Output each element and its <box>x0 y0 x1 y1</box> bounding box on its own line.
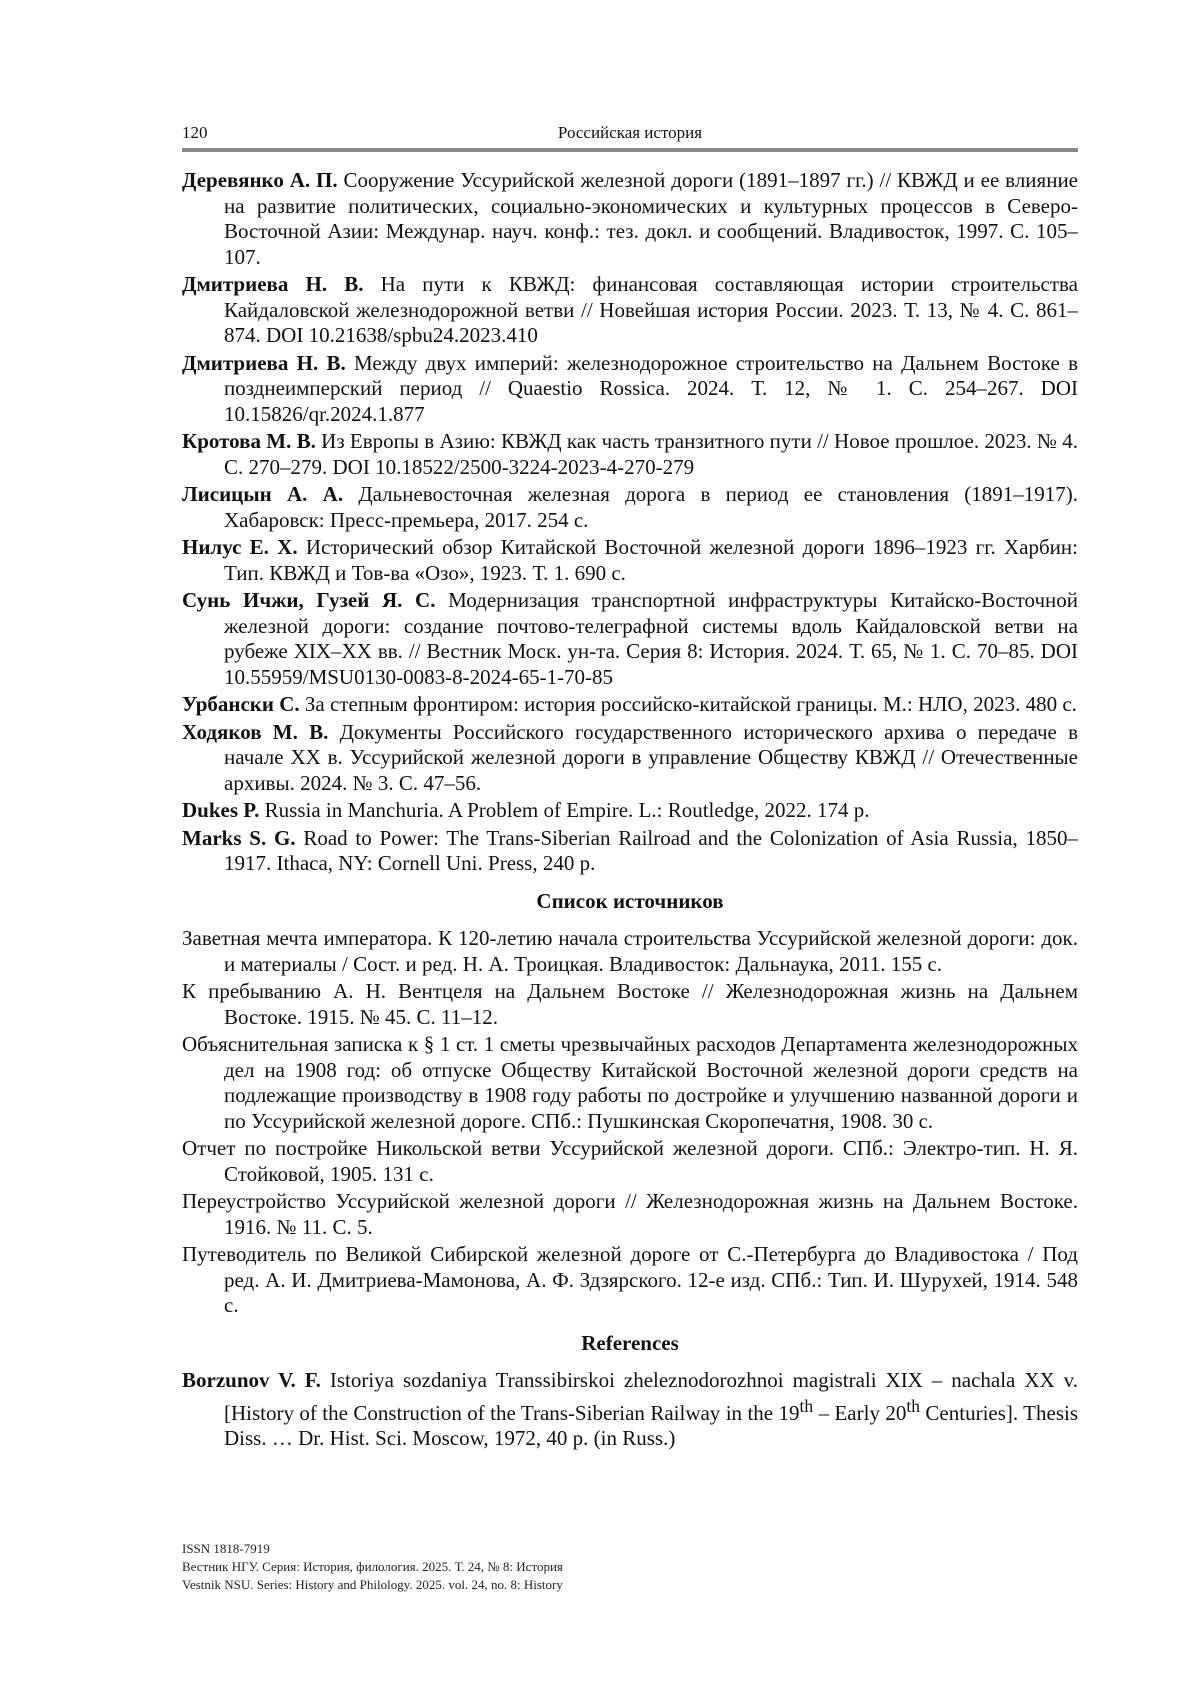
footer-issn: ISSN 1818-7919 <box>182 1540 563 1558</box>
superscript: th <box>800 1396 814 1416</box>
reference-author: Дмитриева Н. В. <box>182 351 346 375</box>
literature-item <box>182 720 1078 797</box>
reference-author: Borzunov V. F. <box>182 1368 321 1392</box>
reference-text: Road to Power: The Trans-Siberian Railroad and the Colonization of Asia Russia, 1850–1917. Ithaca, NY: Cornell Uni. Press, 240 p. <box>224 826 1078 876</box>
source-item: К пребыванию А. Н. Вентцеля на Дальнем Востоке // Железнодорожная жизнь на Дальнем Востоке. 1915. № 45. С. 11–12. <box>182 979 1078 1030</box>
literature-item <box>182 168 1078 270</box>
reference-text: Из Европы в Азию: КВЖД как часть транзитного пути // Новое прошлое. 2023. № 4. С. 270–279. DOI 10.18522/2500-3224-2023-4-270-279 <box>224 429 1078 479</box>
footer-journal-en: Vestnik NSU. Series: History and Philology. 2025. vol. 24, no. 8: History <box>182 1576 563 1594</box>
source-item: Отчет по постройке Никольской ветви Уссурийской железной дороги. СПб.: Электро-тип. Н. Я. Стойковой, 1905. 131 с. <box>182 1136 1078 1187</box>
literature-item <box>182 826 1078 877</box>
sources-heading: Список источников <box>182 889 1078 915</box>
reference-author: Нилус Е. Х. <box>182 535 298 559</box>
reference-text: Centuries]. Thesis Diss. … Dr. Hist. Sci. Moscow, 1972, 40 p. (in Russ.) <box>224 1401 1078 1451</box>
reference-text: Istoriya sozdaniya Transsibirskoi zheleznodorozhnoi magistrali XIX – nachala XX v. [History of the Construction of the Trans-Siberian Railway in the 19 <box>224 1368 1078 1425</box>
reference-author: Дмитриева Н. В. <box>182 272 364 296</box>
reference-text: На пути к КВЖД: финансовая составляющая истории строительства Кайдаловской железнодорожной ветви // Новейшая история России. 2023. Т. 13, № 4. С. 861–874. DOI 10.21638/spbu24.2023.410 <box>224 272 1078 347</box>
references-item <box>182 1368 1078 1452</box>
reference-author: Кротова М. В. <box>182 429 316 453</box>
source-item: Путеводитель по Великой Сибирской железной дороге от С.-Петербурга до Владивостока / Под ред. А. И. Дмитриева-Мамонова, А. Ф. Здзярского. 12-е изд. СПб.: Тип. И. Шурухей, 1914. 548 с. <box>182 1242 1078 1319</box>
page-header <box>182 122 1078 152</box>
reference-author: Marks S. G. <box>182 826 296 850</box>
reference-text: Russia in Manchuria. A Problem of Empire. L.: Routledge, 2022. 174 p. <box>259 798 869 822</box>
reference-text: Между двух империй: железнодорожное строительство на Дальнем Востоке в позднеимперский период // Quaestio Rossica. 2024. Т. 12, № 1. С. 254–267. DOI 10.15826/qr.2024.1.877 <box>224 351 1078 426</box>
literature-item <box>182 429 1078 480</box>
literature-item <box>182 272 1078 349</box>
reference-author: Деревянко А. П. <box>182 168 338 192</box>
reference-text: Сооружение Уссурийской железной дороги (1891–1897 гг.) // КВЖД и ее влияние на развитие политических, социально-экономических и культурных процессов в Северо-Восточной Азии: Междунар. науч. конф.: тез. докл. и сообщений. Владивосток, 1997. С. 105–107. <box>224 168 1078 269</box>
reference-author: Ходяков М. В. <box>182 720 328 744</box>
reference-text: За степным фронтиром: история российско-китайской границы. М.: НЛО, 2023. 480 с. <box>300 692 1077 716</box>
page-number: 120 <box>182 122 208 144</box>
source-item: Объяснительная записка к § 1 ст. 1 сметы чрезвычайных расходов Департамента железнодорожных дел на 1908 год: об отпуске Обществу Китайской Восточной железной дороги средств на подлежащие производству в 1908 году работы по достройке и улучшению названной дороги и по Уссурийской железной дороге. СПб.: Пушкинская Скоропечатня, 1908. 30 с. <box>182 1032 1078 1134</box>
literature-item <box>182 798 1078 824</box>
literature-item <box>182 351 1078 428</box>
reference-text: Документы Российского государственного исторического архива о передаче в начале XX в. Уссурийской железной дороги в управление Обществу КВЖД // Отечественные архивы. 2024. № 3. С. 47–56. <box>224 720 1078 795</box>
literature-list <box>182 168 1078 877</box>
literature-item <box>182 482 1078 533</box>
reference-author: Dukes P. <box>182 798 259 822</box>
reference-text: Модернизация транспортной инфраструктуры Китайско-Восточной железной дороги: создание почтово-телеграфной системы вдоль Кайдаловской ветви на рубеже XIX–XX вв. // Вестник Моск. ун-та. Серия 8: История. 2024. Т. 65, № 1. С. 70–85. DOI 10.55959/MSU0130-0083-8-2024-65-1-70-85 <box>224 588 1078 689</box>
reference-text: – Early 20 <box>813 1401 906 1425</box>
literature-item <box>182 588 1078 690</box>
footer-journal-ru: Вестник НГУ. Серия: История, филология. 2025. Т. 24, № 8: История <box>182 1558 563 1576</box>
source-item: Переустройство Уссурийской железной дороги // Железнодорожная жизнь на Дальнем Востоке. 1916. № 11. С. 5. <box>182 1189 1078 1240</box>
literature-item <box>182 692 1078 718</box>
running-title: Российская история <box>182 122 1078 144</box>
literature-item <box>182 535 1078 586</box>
page-footer <box>182 1540 563 1594</box>
references-heading: References <box>182 1331 1078 1357</box>
reference-author: Сунь Ичжи, Гузей Я. С. <box>182 588 435 612</box>
references-list <box>182 1368 1078 1452</box>
reference-author: Урбански С. <box>182 692 300 716</box>
sources-list <box>182 926 1078 1319</box>
reference-text: Исторический обзор Китайской Восточной железной дороги 1896–1923 гг. Харбин: Тип. КВЖД и Тов-ва «Озо», 1923. Т. 1. 690 с. <box>224 535 1078 585</box>
superscript: th <box>906 1396 920 1416</box>
reference-author: Лисицын А. А. <box>182 482 343 506</box>
reference-text: Дальневосточная железная дорога в период ее становления (1891–1917). Хабаровск: Пресс-премьера, 2017. 254 с. <box>224 482 1078 532</box>
page-content <box>182 168 1078 1454</box>
source-item: Заветная мечта императора. К 120-летию начала строительства Уссурийской железной дороги: док. и материалы / Сост. и ред. Н. А. Троицкая. Владивосток: Дальнаука, 2011. 155 с. <box>182 926 1078 977</box>
